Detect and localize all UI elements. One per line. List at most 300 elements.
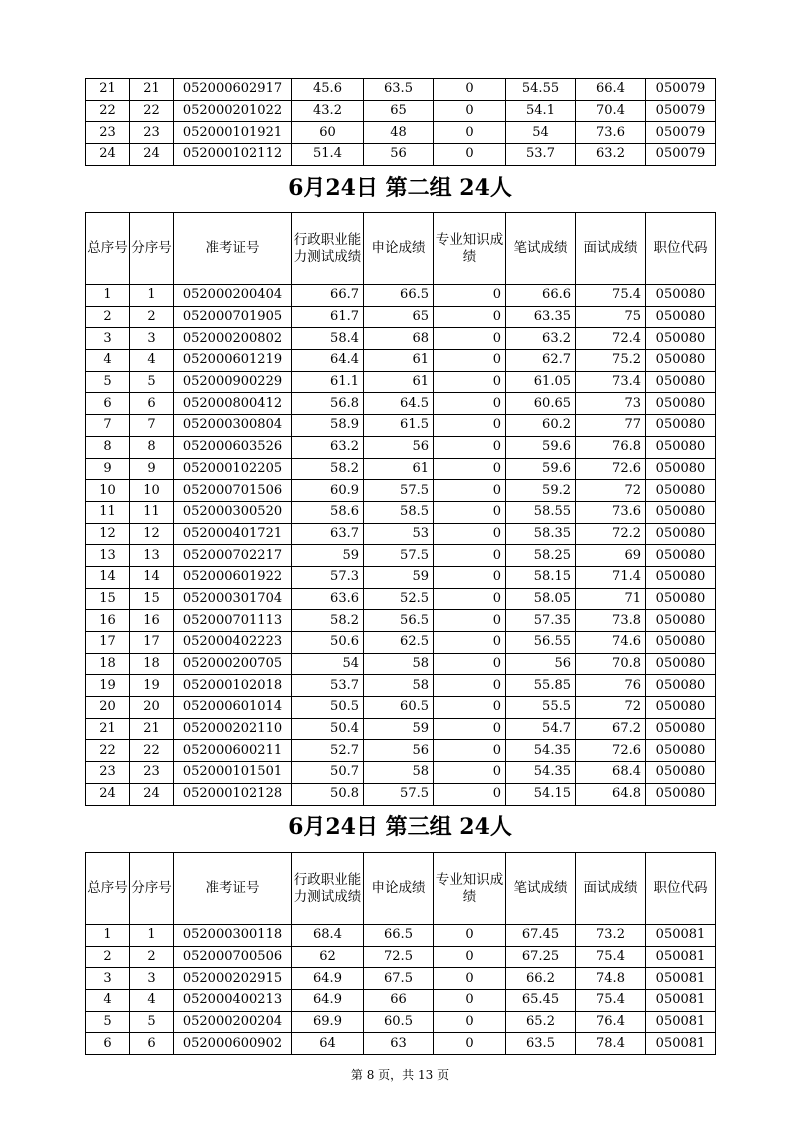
cell-essay-score: 63 [364, 1033, 434, 1055]
table-row [86, 675, 716, 697]
cell-total-index: 5 [86, 371, 130, 393]
cell-sub-index: 4 [130, 350, 174, 372]
cell-position-code: 050080 [646, 610, 716, 632]
cell-aptitude-score: 61.7 [292, 306, 364, 328]
cell-specialty-score: 0 [434, 480, 506, 502]
cell-specialty-score: 0 [434, 1011, 506, 1033]
cell-essay-score: 63.5 [364, 79, 434, 101]
cell-specialty-score: 0 [434, 79, 506, 101]
cell-sub-index: 2 [130, 306, 174, 328]
table-row [86, 350, 716, 372]
cell-interview-score: 75.4 [576, 946, 646, 968]
cell-interview-score: 72 [576, 697, 646, 719]
cell-interview-score: 69 [576, 545, 646, 567]
table-row [86, 415, 716, 437]
cell-written-score: 63.2 [506, 328, 576, 350]
cell-position-code: 050080 [646, 632, 716, 654]
cell-total-index: 7 [86, 415, 130, 437]
cell-aptitude-score: 50.6 [292, 632, 364, 654]
cell-essay-score: 58 [364, 653, 434, 675]
cell-exam-id: 052000602917 [174, 79, 292, 101]
cell-sub-index: 16 [130, 610, 174, 632]
cell-exam-id: 052000300804 [174, 415, 292, 437]
header-specialty-score: 专业知识成绩 [434, 213, 506, 285]
cell-specialty-score: 0 [434, 925, 506, 947]
cell-written-score: 58.05 [506, 588, 576, 610]
cell-written-score: 54.1 [506, 100, 576, 122]
cell-aptitude-score: 50.8 [292, 783, 364, 805]
cell-interview-score: 66.4 [576, 79, 646, 101]
cell-total-index: 9 [86, 458, 130, 480]
cell-total-index: 12 [86, 523, 130, 545]
cell-specialty-score: 0 [434, 371, 506, 393]
cell-interview-score: 72.4 [576, 328, 646, 350]
table-row [86, 718, 716, 740]
cell-interview-score: 68.4 [576, 762, 646, 784]
cell-total-index: 13 [86, 545, 130, 567]
cell-aptitude-score: 57.3 [292, 566, 364, 588]
cell-position-code: 050081 [646, 968, 716, 990]
cell-essay-score: 66.5 [364, 925, 434, 947]
cell-position-code: 050080 [646, 350, 716, 372]
cell-sub-index: 9 [130, 458, 174, 480]
table-row [86, 371, 716, 393]
cell-written-score: 53.7 [506, 144, 576, 166]
cell-exam-id: 052000300118 [174, 925, 292, 947]
cell-aptitude-score: 60.9 [292, 480, 364, 502]
cell-interview-score: 70.4 [576, 100, 646, 122]
cell-total-index: 24 [86, 144, 130, 166]
cell-essay-score: 65 [364, 306, 434, 328]
cell-exam-id: 052000200802 [174, 328, 292, 350]
cell-specialty-score: 0 [434, 740, 506, 762]
cell-position-code: 050080 [646, 718, 716, 740]
cell-position-code: 050080 [646, 566, 716, 588]
cell-position-code: 050081 [646, 946, 716, 968]
cell-exam-id: 052000102018 [174, 675, 292, 697]
table-row [86, 990, 716, 1012]
table-row [86, 79, 716, 101]
cell-sub-index: 5 [130, 371, 174, 393]
cell-interview-score: 72.6 [576, 458, 646, 480]
cell-written-score: 65.2 [506, 1011, 576, 1033]
cell-position-code: 050081 [646, 1033, 716, 1055]
cell-sub-index: 15 [130, 588, 174, 610]
group2-title: 6月24日 第二组 24人 [288, 175, 512, 201]
cell-sub-index: 14 [130, 566, 174, 588]
cell-position-code: 050079 [646, 79, 716, 101]
cell-aptitude-score: 50.4 [292, 718, 364, 740]
cell-sub-index: 22 [130, 100, 174, 122]
cell-total-index: 8 [86, 436, 130, 458]
cell-aptitude-score: 63.7 [292, 523, 364, 545]
cell-interview-score: 71 [576, 588, 646, 610]
table-row [86, 783, 716, 805]
cell-interview-score: 76 [576, 675, 646, 697]
cell-aptitude-score: 58.4 [292, 328, 364, 350]
cell-aptitude-score: 64.9 [292, 968, 364, 990]
cell-essay-score: 66 [364, 990, 434, 1012]
table-row [86, 740, 716, 762]
header-aptitude-score: 行政职业能力测试成绩 [292, 853, 364, 925]
cell-essay-score: 72.5 [364, 946, 434, 968]
cell-essay-score: 58 [364, 675, 434, 697]
cell-position-code: 050080 [646, 328, 716, 350]
cell-position-code: 050080 [646, 480, 716, 502]
cell-interview-score: 74.8 [576, 968, 646, 990]
cell-aptitude-score: 64 [292, 1033, 364, 1055]
cell-exam-id: 052000900229 [174, 371, 292, 393]
header-sub-index: 分序号 [130, 853, 174, 925]
cell-total-index: 23 [86, 122, 130, 144]
cell-total-index: 22 [86, 100, 130, 122]
cell-essay-score: 56.5 [364, 610, 434, 632]
cell-written-score: 57.35 [506, 610, 576, 632]
cell-aptitude-score: 43.2 [292, 100, 364, 122]
header-interview-score: 面试成绩 [576, 213, 646, 285]
cell-written-score: 63.5 [506, 1033, 576, 1055]
cell-exam-id: 052000101501 [174, 762, 292, 784]
cell-exam-id: 052000102205 [174, 458, 292, 480]
cell-position-code: 050079 [646, 100, 716, 122]
table-row [86, 306, 716, 328]
cell-interview-score: 73.6 [576, 501, 646, 523]
cell-essay-score: 66.5 [364, 285, 434, 307]
table-row [86, 1033, 716, 1055]
cell-essay-score: 53 [364, 523, 434, 545]
cell-position-code: 050080 [646, 653, 716, 675]
score-table-group1-continued [85, 78, 716, 166]
cell-interview-score: 78.4 [576, 1033, 646, 1055]
cell-position-code: 050080 [646, 675, 716, 697]
cell-interview-score: 72.6 [576, 740, 646, 762]
cell-written-score: 54.35 [506, 762, 576, 784]
table-row [86, 480, 716, 502]
cell-position-code: 050079 [646, 144, 716, 166]
cell-interview-score: 73.2 [576, 925, 646, 947]
cell-sub-index: 24 [130, 783, 174, 805]
cell-specialty-score: 0 [434, 350, 506, 372]
cell-specialty-score: 0 [434, 762, 506, 784]
cell-total-index: 4 [86, 990, 130, 1012]
cell-written-score: 59.6 [506, 458, 576, 480]
cell-specialty-score: 0 [434, 415, 506, 437]
cell-aptitude-score: 64.9 [292, 990, 364, 1012]
table-row [86, 122, 716, 144]
cell-essay-score: 61 [364, 350, 434, 372]
cell-written-score: 65.45 [506, 990, 576, 1012]
cell-exam-id: 052000201022 [174, 100, 292, 122]
cell-sub-index: 18 [130, 653, 174, 675]
cell-sub-index: 7 [130, 415, 174, 437]
cell-written-score: 59.6 [506, 436, 576, 458]
cell-aptitude-score: 58.6 [292, 501, 364, 523]
cell-essay-score: 59 [364, 718, 434, 740]
cell-interview-score: 67.2 [576, 718, 646, 740]
cell-written-score: 55.85 [506, 675, 576, 697]
cell-total-index: 2 [86, 306, 130, 328]
cell-total-index: 20 [86, 697, 130, 719]
cell-interview-score: 73.4 [576, 371, 646, 393]
cell-total-index: 21 [86, 718, 130, 740]
cell-exam-id: 052000401721 [174, 523, 292, 545]
cell-exam-id: 052000601219 [174, 350, 292, 372]
cell-aptitude-score: 61.1 [292, 371, 364, 393]
cell-sub-index: 22 [130, 740, 174, 762]
table-row [86, 523, 716, 545]
cell-written-score: 67.25 [506, 946, 576, 968]
cell-specialty-score: 0 [434, 523, 506, 545]
cell-exam-id: 052000603526 [174, 436, 292, 458]
header-specialty-score: 专业知识成绩 [434, 853, 506, 925]
cell-total-index: 11 [86, 501, 130, 523]
cell-sub-index: 13 [130, 545, 174, 567]
cell-exam-id: 052000200705 [174, 653, 292, 675]
table-row [86, 458, 716, 480]
header-exam-id: 准考证号 [174, 853, 292, 925]
cell-exam-id: 052000202915 [174, 968, 292, 990]
cell-essay-score: 68 [364, 328, 434, 350]
cell-essay-score: 56 [364, 436, 434, 458]
cell-sub-index: 6 [130, 393, 174, 415]
cell-essay-score: 56 [364, 740, 434, 762]
cell-position-code: 050081 [646, 1011, 716, 1033]
cell-specialty-score: 0 [434, 718, 506, 740]
cell-specialty-score: 0 [434, 566, 506, 588]
cell-specialty-score: 0 [434, 122, 506, 144]
cell-aptitude-score: 50.5 [292, 697, 364, 719]
cell-written-score: 54.15 [506, 783, 576, 805]
cell-exam-id: 052000200404 [174, 285, 292, 307]
cell-written-score: 66.6 [506, 285, 576, 307]
cell-total-index: 6 [86, 393, 130, 415]
cell-sub-index: 21 [130, 718, 174, 740]
cell-specialty-score: 0 [434, 458, 506, 480]
cell-written-score: 62.7 [506, 350, 576, 372]
cell-total-index: 2 [86, 946, 130, 968]
cell-total-index: 3 [86, 968, 130, 990]
cell-specialty-score: 0 [434, 436, 506, 458]
cell-interview-score: 75.2 [576, 350, 646, 372]
cell-interview-score: 73.6 [576, 122, 646, 144]
table-row [86, 328, 716, 350]
table-row [86, 285, 716, 307]
cell-exam-id: 052000400213 [174, 990, 292, 1012]
cell-essay-score: 57.5 [364, 783, 434, 805]
header-total-index: 总序号 [86, 213, 130, 285]
cell-specialty-score: 0 [434, 783, 506, 805]
cell-sub-index: 21 [130, 79, 174, 101]
cell-specialty-score: 0 [434, 1033, 506, 1055]
cell-interview-score: 74.6 [576, 632, 646, 654]
cell-aptitude-score: 58.2 [292, 610, 364, 632]
header-position-code: 职位代码 [646, 213, 716, 285]
cell-sub-index: 19 [130, 675, 174, 697]
table-row [86, 566, 716, 588]
cell-specialty-score: 0 [434, 990, 506, 1012]
cell-sub-index: 12 [130, 523, 174, 545]
cell-essay-score: 58 [364, 762, 434, 784]
cell-exam-id: 052000701506 [174, 480, 292, 502]
cell-aptitude-score: 62 [292, 946, 364, 968]
cell-exam-id: 052000600211 [174, 740, 292, 762]
cell-exam-id: 052000800412 [174, 393, 292, 415]
score-table-group3 [85, 852, 716, 1055]
cell-total-index: 6 [86, 1033, 130, 1055]
cell-total-index: 1 [86, 925, 130, 947]
cell-written-score: 58.35 [506, 523, 576, 545]
cell-total-index: 18 [86, 653, 130, 675]
cell-sub-index: 1 [130, 285, 174, 307]
cell-written-score: 54.35 [506, 740, 576, 762]
cell-position-code: 050080 [646, 697, 716, 719]
cell-aptitude-score: 45.6 [292, 79, 364, 101]
cell-essay-score: 61.5 [364, 415, 434, 437]
cell-exam-id: 052000702217 [174, 545, 292, 567]
cell-sub-index: 8 [130, 436, 174, 458]
cell-aptitude-score: 58.9 [292, 415, 364, 437]
cell-essay-score: 65 [364, 100, 434, 122]
cell-position-code: 050080 [646, 588, 716, 610]
cell-written-score: 67.45 [506, 925, 576, 947]
cell-exam-id: 052000101921 [174, 122, 292, 144]
table-row [86, 588, 716, 610]
header-total-index: 总序号 [86, 853, 130, 925]
cell-total-index: 24 [86, 783, 130, 805]
cell-specialty-score: 0 [434, 393, 506, 415]
cell-specialty-score: 0 [434, 946, 506, 968]
group3-title: 6月24日 第三组 24人 [288, 814, 512, 840]
cell-sub-index: 23 [130, 762, 174, 784]
header-interview-score: 面试成绩 [576, 853, 646, 925]
table-row [86, 501, 716, 523]
cell-position-code: 050081 [646, 990, 716, 1012]
cell-sub-index: 1 [130, 925, 174, 947]
cell-sub-index: 3 [130, 968, 174, 990]
cell-sub-index: 5 [130, 1011, 174, 1033]
cell-interview-score: 63.2 [576, 144, 646, 166]
cell-interview-score: 76.8 [576, 436, 646, 458]
cell-total-index: 22 [86, 740, 130, 762]
cell-aptitude-score: 63.2 [292, 436, 364, 458]
cell-position-code: 050080 [646, 285, 716, 307]
page-footer: 第 8 页，共 13 页 [350, 1068, 450, 1082]
cell-interview-score: 75 [576, 306, 646, 328]
cell-position-code: 050080 [646, 783, 716, 805]
cell-total-index: 3 [86, 328, 130, 350]
table-row [86, 436, 716, 458]
cell-interview-score: 71.4 [576, 566, 646, 588]
cell-sub-index: 6 [130, 1033, 174, 1055]
cell-exam-id: 052000701905 [174, 306, 292, 328]
cell-total-index: 1 [86, 285, 130, 307]
cell-essay-score: 57.5 [364, 480, 434, 502]
score-table-group2 [85, 212, 716, 806]
cell-exam-id: 052000402223 [174, 632, 292, 654]
cell-interview-score: 72 [576, 480, 646, 502]
cell-written-score: 63.35 [506, 306, 576, 328]
cell-written-score: 60.2 [506, 415, 576, 437]
cell-sub-index: 23 [130, 122, 174, 144]
cell-interview-score: 73.8 [576, 610, 646, 632]
cell-exam-id: 052000700506 [174, 946, 292, 968]
header-essay-score: 申论成绩 [364, 213, 434, 285]
cell-exam-id: 052000102112 [174, 144, 292, 166]
cell-position-code: 050080 [646, 458, 716, 480]
cell-position-code: 050080 [646, 306, 716, 328]
cell-total-index: 10 [86, 480, 130, 502]
cell-position-code: 050080 [646, 436, 716, 458]
cell-sub-index: 11 [130, 501, 174, 523]
cell-specialty-score: 0 [434, 545, 506, 567]
table-row [86, 968, 716, 990]
cell-aptitude-score: 58.2 [292, 458, 364, 480]
cell-specialty-score: 0 [434, 675, 506, 697]
cell-sub-index: 17 [130, 632, 174, 654]
cell-interview-score: 76.4 [576, 1011, 646, 1033]
cell-aptitude-score: 60 [292, 122, 364, 144]
cell-total-index: 19 [86, 675, 130, 697]
cell-sub-index: 20 [130, 697, 174, 719]
cell-essay-score: 58.5 [364, 501, 434, 523]
table-row [86, 610, 716, 632]
cell-position-code: 050080 [646, 740, 716, 762]
table-row [86, 144, 716, 166]
cell-exam-id: 052000300520 [174, 501, 292, 523]
cell-position-code: 050080 [646, 523, 716, 545]
cell-total-index: 15 [86, 588, 130, 610]
cell-specialty-score: 0 [434, 328, 506, 350]
cell-interview-score: 72.2 [576, 523, 646, 545]
cell-essay-score: 67.5 [364, 968, 434, 990]
table-row [86, 1011, 716, 1033]
cell-total-index: 5 [86, 1011, 130, 1033]
cell-position-code: 050080 [646, 501, 716, 523]
cell-total-index: 14 [86, 566, 130, 588]
cell-essay-score: 56 [364, 144, 434, 166]
cell-position-code: 050080 [646, 415, 716, 437]
cell-written-score: 66.2 [506, 968, 576, 990]
cell-written-score: 58.25 [506, 545, 576, 567]
cell-specialty-score: 0 [434, 501, 506, 523]
cell-total-index: 21 [86, 79, 130, 101]
header-exam-id: 准考证号 [174, 213, 292, 285]
cell-essay-score: 52.5 [364, 588, 434, 610]
cell-sub-index: 24 [130, 144, 174, 166]
cell-interview-score: 70.8 [576, 653, 646, 675]
cell-position-code: 050081 [646, 925, 716, 947]
cell-specialty-score: 0 [434, 306, 506, 328]
cell-essay-score: 62.5 [364, 632, 434, 654]
table-row [86, 545, 716, 567]
cell-aptitude-score: 64.4 [292, 350, 364, 372]
table-row [86, 946, 716, 968]
cell-specialty-score: 0 [434, 968, 506, 990]
cell-essay-score: 48 [364, 122, 434, 144]
table-row [86, 100, 716, 122]
cell-written-score: 61.05 [506, 371, 576, 393]
header-position-code: 职位代码 [646, 853, 716, 925]
cell-specialty-score: 0 [434, 100, 506, 122]
cell-interview-score: 64.8 [576, 783, 646, 805]
header-written-score: 笔试成绩 [506, 213, 576, 285]
cell-exam-id: 052000701113 [174, 610, 292, 632]
header-essay-score: 申论成绩 [364, 853, 434, 925]
cell-sub-index: 2 [130, 946, 174, 968]
cell-essay-score: 61 [364, 371, 434, 393]
cell-exam-id: 052000202110 [174, 718, 292, 740]
cell-aptitude-score: 66.7 [292, 285, 364, 307]
